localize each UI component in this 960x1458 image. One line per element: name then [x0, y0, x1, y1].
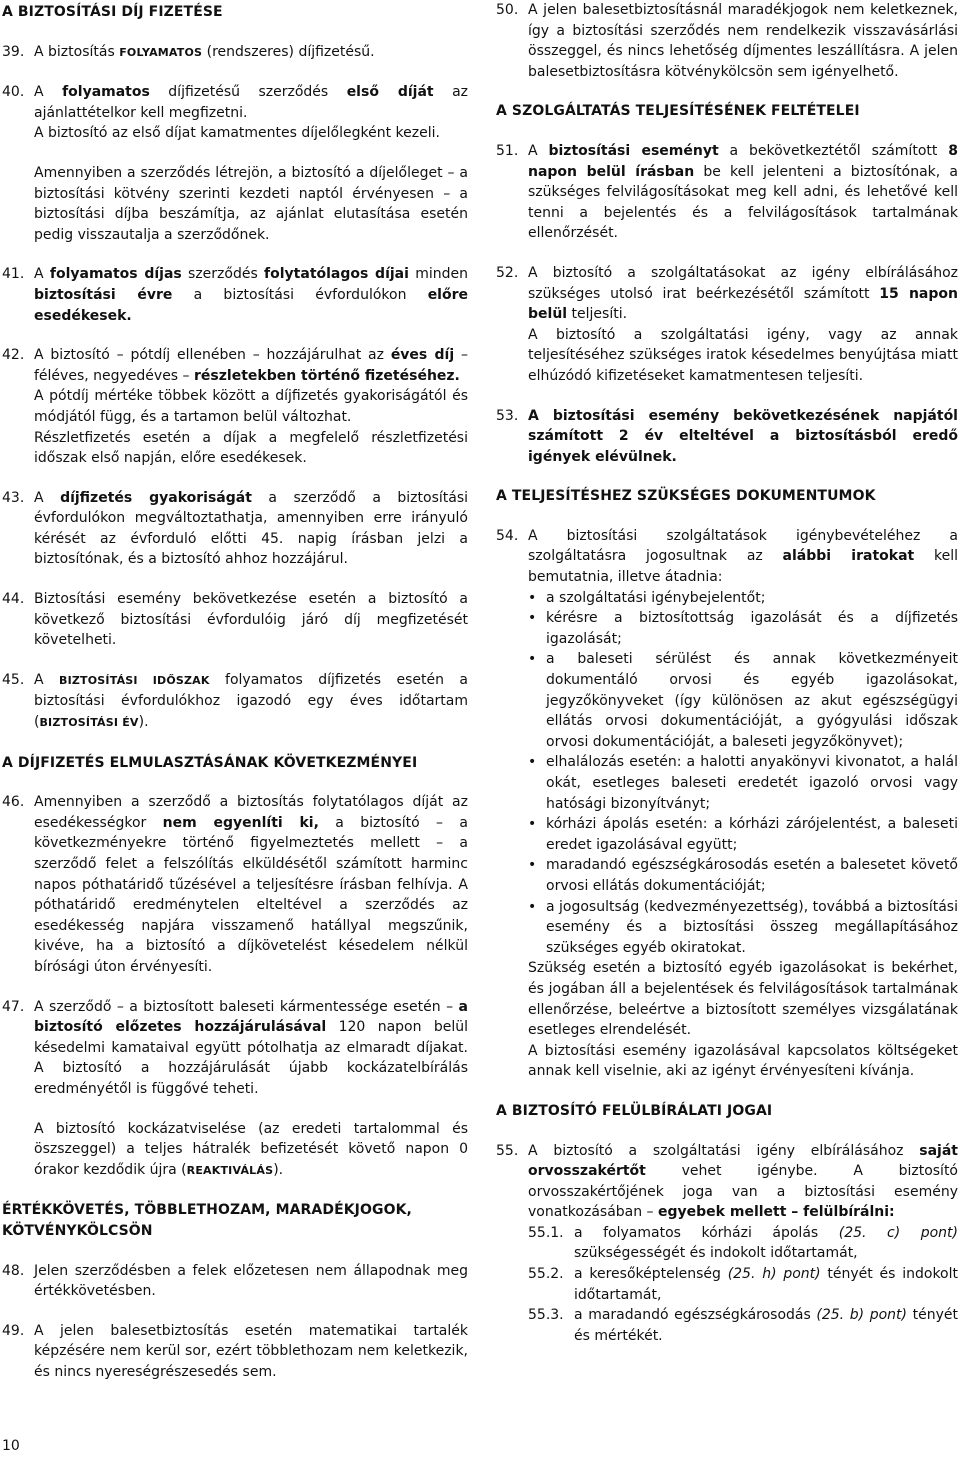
para-49: 49. A jelen balesetbiztosítás esetén matematikai tartalék képzésére nem kerül sor, ezért többlethozam nem keletkezik, és nincs nyereségrészesedés sem. — [2, 1322, 468, 1380]
list-item: • a szolgáltatási igénybejelentőt; — [528, 588, 958, 609]
para-50: 50. A jelen balesetbiztosításnál maradékjogok nem keletkeznek, így a biztosítási szerződés nem rendelkezik visszavásárlási összeggel, és nincs lehetőség díjmentes leszállításra. A jelen balesetbiztosításra kötvénykölcsön sem igényelhető. — [496, 2, 958, 80]
para-45: 45. A BIZTOSÍTÁSI IDŐSZAK folyamatos díjfizetés esetén a biztosítási évfordulókhoz igazodó egy éves időtartam (BIZTOSÍTÁSI ÉV). — [2, 671, 468, 731]
para-54: 54. A biztosítási szolgáltatások igénybevételéhez a szolgáltatásra jogosultnak az alábbi iratokat kell bemutatnia, illetve átadnia: • a szolgáltatási igénybejelentőt; • kérésre a biztosítottság igazolását és a díjfizetés igazolását; • a baleseti sérülést és annak következményeit dokumentáló orvosi és egyéb igazolásokat, jegyzőkönyveket (így különösen az akut egészségügyi ellátás orvosi dokumentációját, a gyógyulási időszak orvosi dokumentációját, a baleseti jegyzőkönyvet); • elhalálozás esetén: a halotti anyakönyvi kivonatot, a halál okát, esetleges baleseti eredetét igazoló orvosi vagy hatósági bizonyítványt; • kórházi ápolás esetén: a kórházi zárójelentést, a baleseti eredet igazolásával együtt; • maradandó egészségkárosodás esetén a balesetet követő orvosi ellátás dokumentációját; • a jogosultság (kedvezményezettség), továbbá a biztosítási esemény és a biztosítási összeg megállapításához szükséges egyéb okiratokat. Szükség esetén a biztosító egyéb igazolásokat is bekérhet, és jogában áll a bejelentések és felvilágosítások tartalmának ellenőrzése, beleértve a biztosított személyes vizsgálatának esetleges elrendelését. A biztosítási esemény igazolásával kapcsolatos költségeket annak kell viselnie, aki az igényt érvényesíteni kívánja. — [496, 526, 958, 1082]
sub-item-55-2: 55.2. a keresőképtelenség (25. h) pont) tényét és indokolt időtartamát, — [528, 1266, 959, 1303]
list-item: • elhalálozás esetén: a halotti anyakönyvi kivonatot, a halál okát, esetleges baleseti eredetét igazoló orvosi vagy hatósági bizonyítványt; — [528, 752, 958, 814]
para-52: 52. A biztosító a szolgáltatásokat az igény elbírálásához szükséges utolsó irat beérkezésétől számított 15 napon belül teljesíti. A biztosító a szolgáltatási igény, vagy az annak teljesítéséhez szükséges iratok késedelmes benyújtása miatt elhúzódó kifizetéseket kamatmentesen teljesíti. — [496, 264, 958, 384]
para-48: 48. Jelen szerződésben a felek előzetesen nem állapodnak meg értékkövetésben. — [2, 1262, 468, 1300]
para-40-note: Amennyiben a szerződés létrejön, a biztosító a díjelőleget – a biztosítási kötvény szerinti kezdeti naptól érvényesen – a biztosítási díjba beszámítja, az ajánlat elutasítása esetén pedig visszautalja a szerződőnek. — [34, 164, 468, 243]
heading-felulbiralat: A BIZTOSÍTÓ FELÜLBÍRÁLATI JOGAI — [496, 1102, 773, 1119]
sub-item-55-3: 55.3. a maradandó egészségkárosodás (25. b) pont) tényét és mértékét. — [528, 1307, 958, 1344]
para-55: 55. A biztosító a szolgáltatási igény elbírálásához saját orvosszakértőt vehet igénybe. A biztosító orvosszakértőjének joga van a biztosítási esemény vonatkozásában – egyebek mellett – felülbírálni: 55.1. a folyamatos kórházi ápolás (25. c) pont) szükségességét és indokolt időtartamát, 55.2. a keresőképtelenség (25. h) pont) tényét és indokolt időtartamát, 55.3. a maradandó egészségkárosodás (25. b) pont) tényét és mértékét. — [496, 1141, 958, 1347]
list-item: • kérésre a biztosítottság igazolását és a díjfizetés igazolását; — [528, 608, 958, 649]
heading-dij-fizetese: A BIZTOSÍTÁSI DÍJ FIZETÉSE — [2, 4, 223, 20]
list-item: • a jogosultság (kedvezményezettség), továbbá a biztosítási esemény és a biztosítási összeg megállapításához szükséges egyéb okiratokat. — [528, 897, 958, 959]
right-column — [496, 0, 958, 1346]
para-42: 42. A biztosító – pótdíj ellenében – hozzájárulhat az éves díj – féléves, negyedéves – részletekben történő fizetéséhez. A pótdíj mértéke többek között a díjfizetés gyakoriságától és módjától függ, és a tartamon belül változhat. Részletfizetés esetén a díjak a megfelelő részletfizetési időszak első napján, előre esedékesek. — [2, 347, 469, 467]
para-41: 41. A folyamatos díjas szerződés folytatólagos díjai minden biztosítási évre a biztosítási évfordulókon előre esedékesek. — [2, 266, 468, 324]
list-item: • a baleseti sérülést és annak következményeit dokumentáló orvosi és egyéb igazolásokat, jegyzőkönyveket (így különösen az akut egészségügyi ellátás orvosi dokumentációját, a gyógyulási időszak orvosi dokumentációját, a baleseti jegyzőkönyvet); — [528, 649, 958, 752]
para-43: 43. A díjfizetés gyakoriságát a szerződő a biztosítási évfordulókon megváltoztathatja, amennyiben erre irányuló kérését az évforduló előtti 45. napig írásban jelzi a biztosítónak, és a biztosító ahhoz hozzájárul. — [2, 489, 468, 568]
sub-item-55-1: 55.1. a folyamatos kórházi ápolás (25. c) pont) szükségességét és indokolt időtartamát, — [528, 1224, 958, 1262]
heading-dokumentumok: A TELJESÍTÉSHEZ SZÜKSÉGES DOKUMENTUMOK — [496, 488, 876, 505]
heading-mulasztas: A DÍJFIZETÉS ELMULASZTÁSÁNAK KÖVETKEZMÉNYEI — [2, 754, 418, 771]
document-list — [528, 588, 958, 959]
list-item: • maradandó egészségkárosodás esetén a balesetet követő orvosi ellátás dokumentációját; — [528, 855, 958, 896]
para-51: 51. A biztosítási eseményt a bekövetkeztétől számított 8 napon belül írásban be kell jelenteni a biztosítónak, a szükséges felvilágosításokat meg kell adni, és lehetővé kell tenni a bejelentés és a felvilágosítások tartalmának ellenőrzését. — [496, 142, 958, 242]
heading-szolgaltatas: A SZOLGÁLTATÁS TELJESÍTÉSÉNEK FELTÉTELEI — [496, 103, 860, 120]
heading-ertekkovetes: ÉRTÉKKÖVETÉS, TÖBBLETHOZAM, MARADÉKJOGOK, KÖTVÉNYKÖLCSÖN — [2, 1202, 412, 1239]
para-40: 40. A folyamatos díjfizetésű szerződés első díját az ajánlattételkor kell megfizetni. A biztosító az első díjat kamatmentes díjelőlegként kezeli. — [2, 84, 468, 142]
para-47: 47. A szerződő – a biztosított baleseti kármentessége esetén – a biztosító előzetes hozzájárulásával 120 napon belül késedelmi kamataival együtt pótolhatja az elmaradt díjakat. A biztosító a hozzájárulását újabb kockázatelbírálás eredményétől is függővé teheti. — [2, 998, 468, 1097]
para-53: 53. A biztosítási esemény bekövetkezésének napjától számított 2 év elteltével a biztosításból eredő igények elévülnek. — [496, 407, 958, 465]
para-39: 39. A biztosítás FOLYAMATOS (rendszeres) díjfizetésű. — [2, 43, 375, 60]
para-46: 46. Amennyiben a szerződő a biztosítás folytatólagos díját az esedékességkor nem egyenlíti ki, a biztosító – a következményekre történő figyelmeztetés mellett – a szerződő felet a felszólítás elküldésétől számított harminc napos póthatáridő tűzésével a teljesítésre írásban felhívja. A póthatáridő eredménytelen elteltével a szerződés az esedékesség napjára visszamenő hatállyal megszűnik, kivéve, ha a biztosító a díjkövetelést késedelem nélkül bírósági úton érvényesíti. — [2, 794, 468, 975]
list-item: • kórházi ápolás esetén: a kórházi zárójelentést, a baleseti eredet igazolásával együtt; — [528, 814, 958, 855]
left-column — [2, 0, 468, 1382]
page-number: 10 — [2, 1438, 20, 1454]
para-44: 44. Biztosítási esemény bekövetkezése esetén a biztosító a következő biztosítási évfordulóig járó díj megfizetését követelheti. — [2, 591, 468, 649]
para-47-note: A biztosító kockázatviselése (az eredeti tartalommal és öszszeggel) a teljes hátralék befizetését követő napon 0 órakor kezdődik újra (REAKTIVÁLÁS). — [34, 1120, 468, 1178]
